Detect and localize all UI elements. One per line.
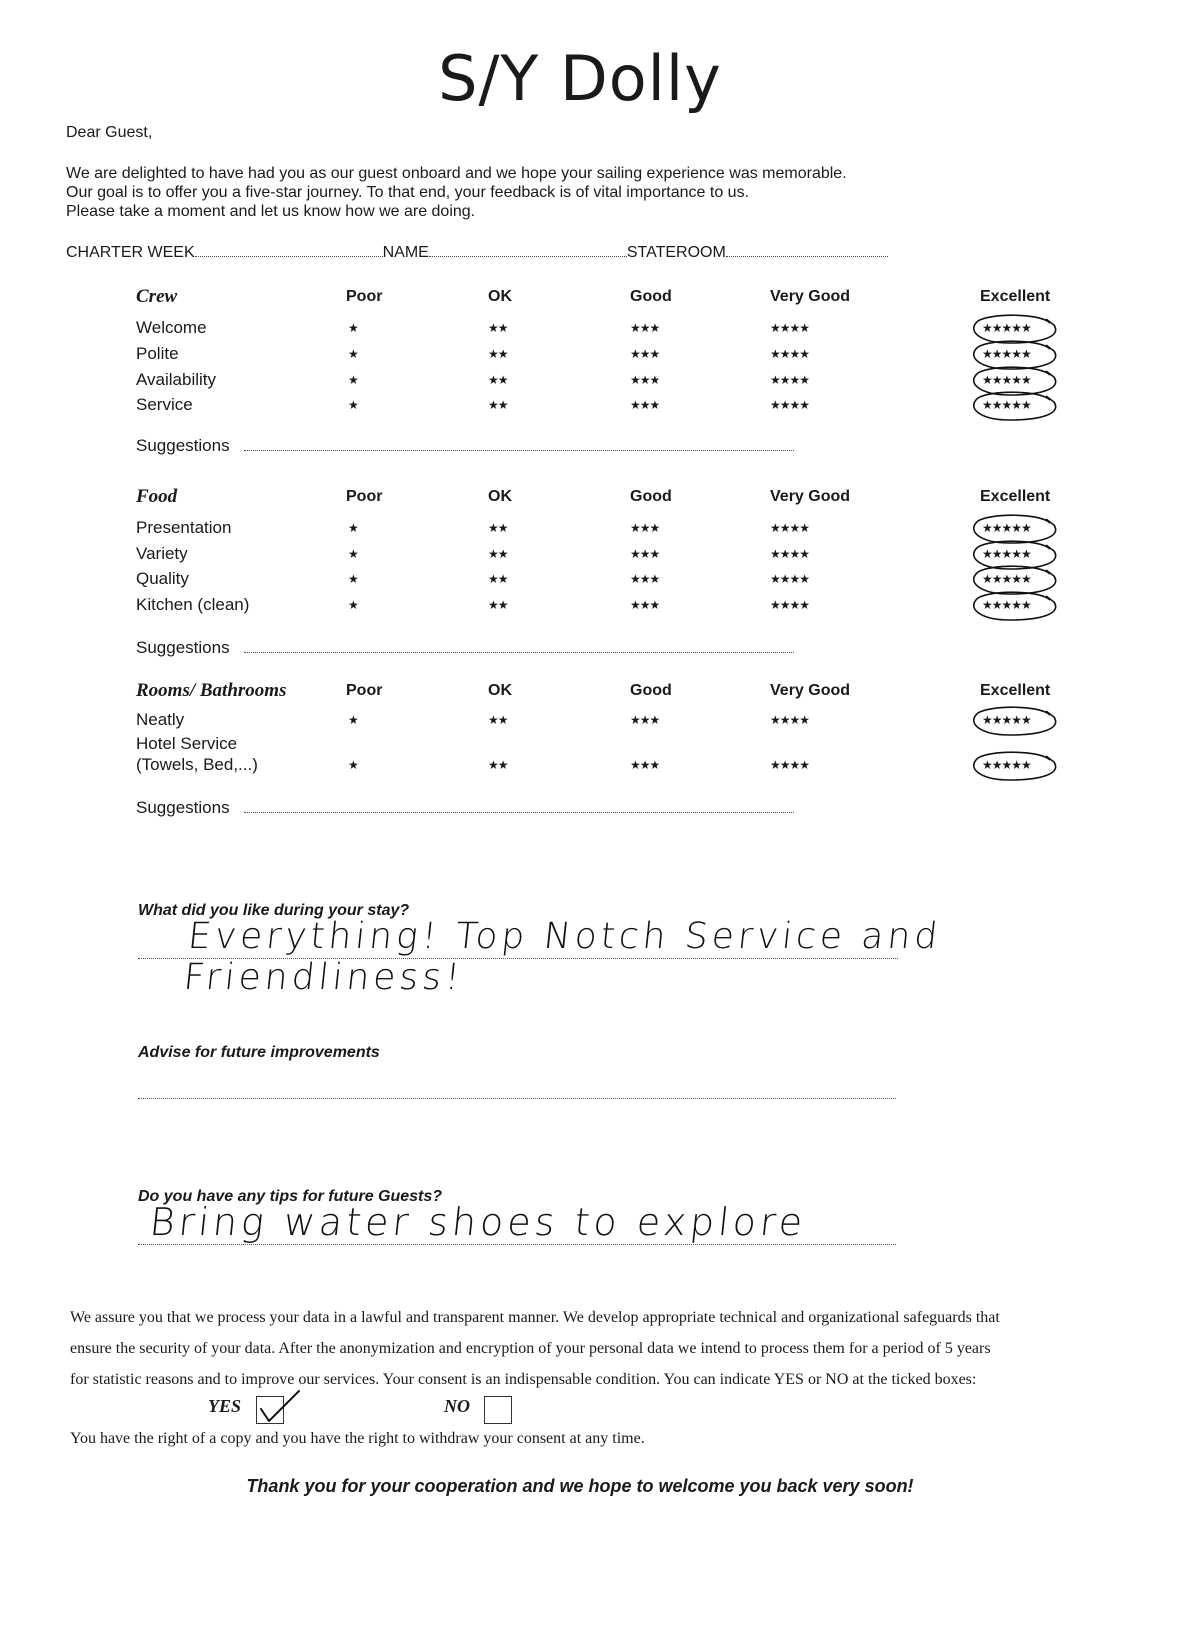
rating-row-label: Service <box>136 395 193 414</box>
rating-row-label: Availability <box>136 370 217 389</box>
rating-row-label: Welcome <box>136 318 207 337</box>
selection-circle <box>970 390 1060 424</box>
question-improvements-line[interactable] <box>138 1098 896 1099</box>
guest-info-fields <box>66 242 888 262</box>
intro-line: We are delighted to have had you as our guest onboard and we hope your sailing experience was memorable. <box>66 165 847 182</box>
column-header: Excellent <box>980 488 1051 505</box>
column-header: Good <box>630 288 672 305</box>
intro-line: Please take a moment and let us know how we are doing. <box>66 203 476 220</box>
selection-circle-stroke <box>974 707 1056 735</box>
question-tips-answer[interactable]: Bring water shoes to explore <box>147 1200 809 1244</box>
column-header: OK <box>488 682 512 699</box>
column-header: Poor <box>346 488 383 505</box>
rating-row-sublabel: (Towels, Bed,...) <box>136 755 258 774</box>
section-title: Rooms/ Bathrooms <box>136 680 287 701</box>
question-tips-label: Do you have any tips for future Guests? <box>138 1188 443 1205</box>
intro-text <box>66 164 1066 221</box>
selection-circle-stroke <box>974 592 1056 620</box>
rating-option-2-stars[interactable]: ★★ <box>488 321 508 335</box>
selection-circle-stroke <box>974 392 1056 420</box>
rating-option-4-stars[interactable]: ★★★★ <box>770 758 810 772</box>
rating-row-label: Polite <box>136 344 179 363</box>
rating-option-3-stars[interactable]: ★★★ <box>630 321 660 335</box>
rating-option-4-stars[interactable]: ★★★★ <box>770 321 810 335</box>
column-header: Excellent <box>980 288 1051 305</box>
rating-option-1-stars[interactable]: ★ <box>348 598 358 612</box>
column-header: Good <box>630 488 672 505</box>
rating-option-3-stars[interactable]: ★★★ <box>630 598 660 612</box>
charter-week-label: CHARTER WEEK <box>66 244 195 261</box>
suggestions-row <box>136 798 794 818</box>
rating-option-1-stars[interactable]: ★ <box>348 347 358 361</box>
thank-you-text: Thank you for your cooperation and we hope to welcome you back very soon! <box>246 1476 914 1496</box>
name-label: NAME <box>382 244 429 261</box>
rating-option-5-stars[interactable]: ★★★★★ <box>982 347 1031 361</box>
column-header: OK <box>488 488 512 505</box>
rating-option-4-stars[interactable]: ★★★★ <box>770 521 810 535</box>
question-liked-answer[interactable]: Everything! Top Notch Service and Friendliness! <box>181 916 944 998</box>
legal-line: We assure you that we process your data in a lawful and transparent manner. We develop appropriate technical and organizational safeguards that <box>70 1309 1000 1326</box>
charter-week-field[interactable] <box>195 242 383 257</box>
rating-option-5-stars[interactable]: ★★★★★ <box>982 547 1031 561</box>
rating-option-2-stars[interactable]: ★★ <box>488 547 508 561</box>
rating-option-5-stars[interactable]: ★★★★★ <box>982 373 1031 387</box>
rating-option-3-stars[interactable]: ★★★ <box>630 758 660 772</box>
rating-option-1-stars[interactable]: ★ <box>348 572 358 586</box>
rating-option-1-stars[interactable]: ★ <box>348 398 358 412</box>
rating-option-2-stars[interactable]: ★★ <box>488 598 508 612</box>
rating-option-3-stars[interactable]: ★★★ <box>630 547 660 561</box>
rating-option-3-stars[interactable]: ★★★ <box>630 347 660 361</box>
column-header: Very Good <box>770 488 851 505</box>
rating-option-2-stars[interactable]: ★★ <box>488 758 508 772</box>
rating-option-5-stars[interactable]: ★★★★★ <box>982 713 1031 727</box>
suggestions-row <box>136 436 794 456</box>
rating-option-2-stars[interactable]: ★★ <box>488 713 508 727</box>
rating-option-3-stars[interactable]: ★★★ <box>630 572 660 586</box>
rating-option-5-stars[interactable]: ★★★★★ <box>982 598 1031 612</box>
suggestions-field[interactable] <box>244 798 794 813</box>
rating-option-4-stars[interactable]: ★★★★ <box>770 572 810 586</box>
consent-no-checkbox[interactable] <box>484 1396 512 1424</box>
selection-circle <box>970 750 1060 784</box>
column-header: Very Good <box>770 682 851 699</box>
rating-option-1-stars[interactable]: ★ <box>348 321 358 335</box>
suggestions-label: Suggestions <box>136 638 230 657</box>
rating-option-4-stars[interactable]: ★★★★ <box>770 598 810 612</box>
column-header: Excellent <box>980 682 1051 699</box>
suggestions-row <box>136 638 794 658</box>
rating-row-label: Hotel Service <box>136 734 238 753</box>
rating-row-label: Presentation <box>136 518 232 537</box>
rating-option-1-stars[interactable]: ★ <box>348 373 358 387</box>
consent-yes-checkbox[interactable] <box>256 1396 284 1424</box>
rating-option-3-stars[interactable]: ★★★ <box>630 373 660 387</box>
rating-option-1-stars[interactable]: ★ <box>348 547 358 561</box>
rating-row-label: Variety <box>136 544 188 563</box>
page-title: S/Y Dolly <box>438 42 722 115</box>
rating-option-4-stars[interactable]: ★★★★ <box>770 398 810 412</box>
column-header: Good <box>630 682 672 699</box>
question-improvements-label: Advise for future improvements <box>138 1044 380 1061</box>
suggestions-label: Suggestions <box>136 798 230 817</box>
legal-line: for statistic reasons and to improve our services. Your consent is an indispensable condition. You can indicate YES or NO at the ticked boxes: <box>70 1371 977 1388</box>
rating-option-3-stars[interactable]: ★★★ <box>630 713 660 727</box>
rating-option-2-stars[interactable]: ★★ <box>488 572 508 586</box>
rating-option-5-stars[interactable]: ★★★★★ <box>982 758 1031 772</box>
rating-option-2-stars[interactable]: ★★ <box>488 521 508 535</box>
rating-option-5-stars[interactable]: ★★★★★ <box>982 572 1031 586</box>
rights-text: You have the right of a copy and you have the right to withdraw your consent at any time. <box>70 1430 645 1447</box>
rating-option-3-stars[interactable]: ★★★ <box>630 521 660 535</box>
rating-option-4-stars[interactable]: ★★★★ <box>770 347 810 361</box>
rating-option-5-stars[interactable]: ★★★★★ <box>982 398 1031 412</box>
rating-option-3-stars[interactable]: ★★★ <box>630 398 660 412</box>
column-header: Very Good <box>770 288 851 305</box>
rating-option-4-stars[interactable]: ★★★★ <box>770 547 810 561</box>
intro-line: Our goal is to offer you a five-star journey. To that end, your feedback is of vital importance to us. <box>66 184 750 201</box>
rating-option-4-stars[interactable]: ★★★★ <box>770 373 810 387</box>
selection-circle <box>970 705 1060 739</box>
checkmark-icon <box>255 1387 315 1427</box>
rating-option-4-stars[interactable]: ★★★★ <box>770 713 810 727</box>
name-field[interactable] <box>429 242 627 257</box>
stateroom-label: STATEROOM <box>626 244 726 261</box>
section-title: Crew <box>136 286 178 307</box>
consent-no-label: NO <box>444 1396 470 1416</box>
consent-yes-label: YES <box>208 1396 242 1416</box>
question-liked-label: What did you like during your stay? <box>138 902 410 919</box>
rating-option-5-stars[interactable]: ★★★★★ <box>982 321 1031 335</box>
column-header: Poor <box>346 682 383 699</box>
selection-circle-stroke <box>974 752 1056 780</box>
rating-option-1-stars[interactable]: ★ <box>348 713 358 727</box>
stateroom-field[interactable] <box>726 242 888 257</box>
rating-option-2-stars[interactable]: ★★ <box>488 398 508 412</box>
section-title: Food <box>136 486 178 507</box>
rating-option-2-stars[interactable]: ★★ <box>488 373 508 387</box>
suggestions-field[interactable] <box>244 436 794 451</box>
rating-option-2-stars[interactable]: ★★ <box>488 347 508 361</box>
rating-option-5-stars[interactable]: ★★★★★ <box>982 521 1031 535</box>
column-header: Poor <box>346 288 383 305</box>
suggestions-field[interactable] <box>244 638 794 653</box>
rating-row-label: Neatly <box>136 710 185 729</box>
suggestions-label: Suggestions <box>136 436 230 455</box>
rating-option-1-stars[interactable]: ★ <box>348 758 358 772</box>
question-tips-line <box>138 1244 896 1245</box>
selection-circle <box>970 590 1060 624</box>
greeting: Dear Guest, <box>66 124 153 141</box>
rating-row-label: Quality <box>136 569 189 588</box>
rating-option-1-stars[interactable]: ★ <box>348 521 358 535</box>
column-header: OK <box>488 288 512 305</box>
legal-line: ensure the security of your data. After the anonymization and encryption of your personal data we intend to process them for a period of 5 years <box>70 1340 991 1357</box>
data-privacy-text <box>70 1302 1130 1395</box>
rating-row-label: Kitchen (clean) <box>136 595 250 614</box>
